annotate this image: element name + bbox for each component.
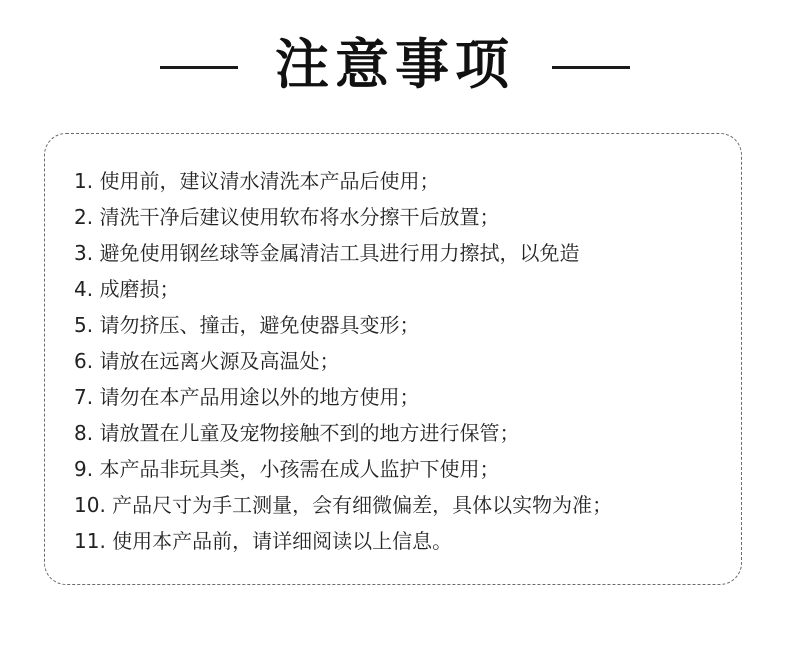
notice-item-8: 8. 请放置在儿童及宠物接触不到的地方进行保管；: [74, 421, 520, 445]
page-title: 注意事项: [275, 33, 515, 96]
notice-item-11: 11. 使用本产品前，请详细阅读以上信息。: [74, 529, 453, 553]
notice-item-5: 5. 请勿挤压、撞击，避免使器具变形；: [74, 313, 420, 337]
notice-item-6: 6. 请放在远离火源及高温处；: [74, 349, 340, 373]
notice-item-10: 10. 产品尺寸为手工测量，会有细微偏差，具体以实物为准；: [74, 493, 613, 517]
notice-item-7: 7. 请勿在本产品用途以外的地方使用；: [74, 385, 420, 409]
notice-item-9: 9. 本产品非玩具类，小孩需在成人监护下使用；: [74, 457, 500, 481]
notice-item-3: 3. 避免使用钢丝球等金属清洁工具进行用力擦拭，以免造: [74, 241, 580, 265]
notice-list: [74, 163, 612, 559]
notice-item-1: 1. 使用前，建议清水清洗本产品后使用；: [74, 169, 440, 193]
notice-item-4: 4. 成磨损；: [74, 277, 180, 301]
notice-item-2: 2. 清洗干净后建议使用软布将水分擦干后放置；: [74, 205, 500, 229]
title-divider-right: [552, 66, 630, 69]
header: [0, 30, 790, 100]
